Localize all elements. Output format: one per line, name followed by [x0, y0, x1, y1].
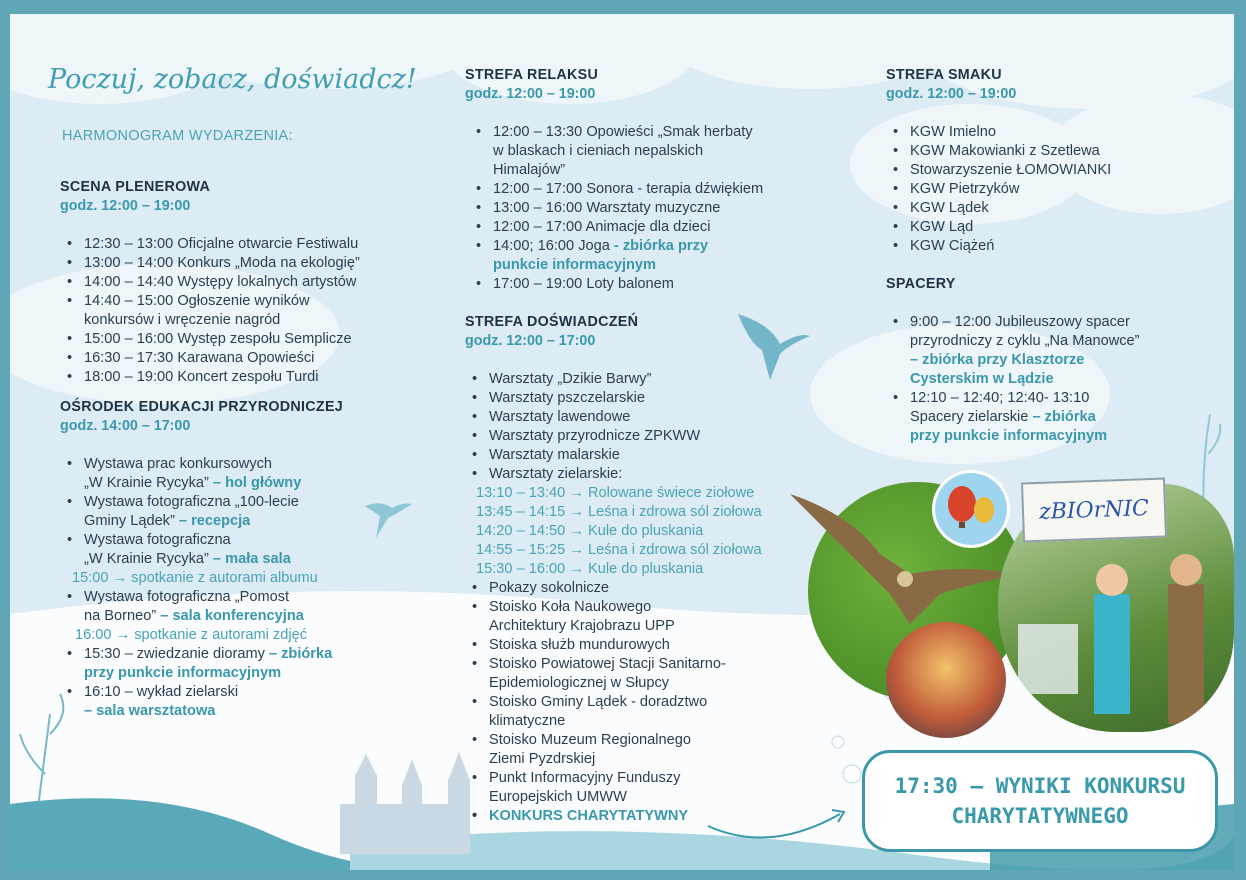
relaks-heading: STREFA RELAKSU — [465, 67, 599, 83]
item-text: konkursów i wręczenie nagród — [84, 312, 281, 328]
list-item — [465, 655, 815, 693]
smak-time: godz. 12:00 – 19:00 — [886, 86, 1017, 102]
item-text: 16:10 – wykład zielarski — [84, 684, 239, 700]
list-item: • 12:00 – 17:00 Sonora - terapia dźwiękiem — [469, 180, 815, 199]
osrodek-heading: OŚRODEK EDUKACJI PRZYRODNICZEJ — [60, 399, 344, 415]
item-location: – zbiórka — [1028, 409, 1096, 425]
list-item: • KGW Makowianki z Szetlewa — [886, 142, 1206, 161]
sub-item: 13:45 – 14:15 → Leśna i zdrowa sól ziołowa — [476, 504, 762, 520]
list-item: • KGW Lądek — [886, 199, 1206, 218]
osrodek-list — [60, 455, 440, 569]
doswiadczen-heading: STREFA DOŚWIADCZEŃ — [465, 314, 639, 330]
item-location: – recepcja — [174, 513, 251, 529]
list-item: • 16:30 – 17:30 Karawana Opowieści — [60, 349, 440, 368]
sub-item: 14:20 – 14:50 → Kule do pluskania — [476, 523, 704, 539]
results-badge — [862, 750, 1218, 852]
list-item: • Stoiska służb mundurowych — [465, 636, 815, 655]
spacery-list — [886, 313, 1206, 446]
item-text: „W Krainie Rycyka” — [84, 475, 209, 491]
scena-time: godz. 12:00 – 19:00 — [60, 198, 191, 214]
item-text: Europejskich UMWW — [489, 789, 627, 805]
item-text: Punkt Informacyjny Funduszy — [489, 770, 681, 786]
schedule-label: HARMONOGRAM WYDARZENIA: — [62, 128, 293, 144]
scena-heading: SCENA PLENEROWA — [60, 179, 211, 195]
list-item-charity: • KONKURS CHARYTATYWNY — [465, 807, 815, 826]
doswiadczen-list-2 — [465, 579, 815, 826]
item-location: przy punkcie informacyjnym — [910, 428, 1108, 444]
list-item: • Warsztaty „Dzikie Barwy” — [465, 370, 815, 389]
list-item: • Warsztaty przyrodnicze ZPKWW — [465, 427, 815, 446]
item-text: Gminy Lądek” — [84, 513, 175, 529]
list-item: • KGW Ciążeń — [886, 237, 1206, 256]
badge-line-2: CHARYTATYWNEGO — [951, 804, 1129, 828]
item-location: - zbiórka przy — [609, 238, 708, 254]
item-location: – hol główny — [208, 475, 302, 491]
list-item: • Warsztaty pszczelarskie — [465, 389, 815, 408]
list-item — [886, 313, 1206, 389]
list-item — [469, 237, 815, 275]
item-text: 14:40 – 15:00 Ogłoszenie wyników — [84, 293, 310, 309]
item-text: w blaskach i cieniach nepalskich — [493, 143, 704, 159]
osrodek-list-3 — [60, 645, 440, 721]
relaks-time: godz. 12:00 – 19:00 — [465, 86, 596, 102]
list-item — [465, 731, 815, 769]
balloons-photo — [932, 470, 1010, 548]
item-text: Stoisko Powiatowej Stacji Sanitarno- — [489, 656, 726, 672]
page-title: Poczuj, zobacz, doświadcz! — [48, 64, 417, 95]
badge-line-1: 17:30 – WYNIKI KONKURSU — [894, 774, 1186, 798]
item-text: Himalajów” — [493, 162, 566, 178]
item-text: Architektury Krajobrazu UPP — [489, 618, 675, 634]
list-item: • Warsztaty malarskie — [465, 446, 815, 465]
doswiadczen-list — [465, 370, 815, 484]
list-item — [886, 389, 1206, 446]
item-text: na Borneo” — [84, 608, 157, 624]
list-item — [60, 455, 440, 493]
item-text: „W Krainie Rycyka” — [84, 551, 209, 567]
sub-item: 14:55 – 15:25 → Leśna i zdrowa sól ziołowa — [476, 542, 762, 558]
item-location: – sala konferencyjna — [156, 608, 304, 624]
doswiadczen-time: godz. 12:00 – 17:00 — [465, 333, 596, 349]
sub-item: 16:00 → spotkanie z autorami zdjęć — [75, 627, 308, 643]
crowd-photo — [886, 622, 1006, 738]
list-item: • 17:00 – 19:00 Loty balonem — [469, 275, 815, 294]
item-location: – mała sala — [208, 551, 291, 567]
item-text: Stoisko Koła Naukowego — [489, 599, 652, 615]
list-item: • KGW Imielno — [886, 123, 1206, 142]
item-text: Wystawa fotograficzna „100-lecie — [84, 494, 299, 510]
item-location: punkcie informacyjnym — [493, 257, 657, 273]
item-text: Stoisko Gminy Lądek - doradztwo — [489, 694, 708, 710]
item-text: Spacery zielarskie — [910, 409, 1029, 425]
item-text: 14:00; 16:00 Joga — [493, 238, 610, 254]
list-item — [465, 693, 815, 731]
item-text: klimatyczne — [489, 713, 566, 729]
item-text: Wystawa fotograficzna „Pomost — [84, 589, 290, 605]
item-text: Ziemi Pyzdrskiej — [489, 751, 596, 767]
list-item: • 15:00 – 16:00 Występ zespołu Semplicze — [60, 330, 440, 349]
list-item — [60, 588, 440, 626]
item-text: 9:00 – 12:00 Jubileuszowy spacer — [910, 314, 1130, 330]
list-item — [469, 123, 815, 180]
item-text: przyrodniczy z cyklu „Na Manowce” — [910, 333, 1140, 349]
list-item — [60, 292, 440, 330]
list-item: • KGW Pietrzyków — [886, 180, 1206, 199]
list-item — [465, 598, 815, 636]
smak-list — [886, 123, 1206, 256]
osrodek-list-2 — [60, 588, 440, 626]
list-item — [60, 531, 440, 569]
item-location: Cysterskim w Lądzie — [910, 371, 1054, 387]
list-item: • Warsztaty zielarskie: — [465, 465, 815, 484]
item-text: 12:10 – 12:40; 12:40- 13:10 — [910, 390, 1090, 406]
list-item: • 18:00 – 19:00 Koncert zespołu Turdi — [60, 368, 440, 387]
column-right — [886, 66, 1206, 446]
list-item: • Pokazy sokolnicze — [465, 579, 815, 598]
list-item — [60, 493, 440, 531]
list-item: • Stowarzyszenie ŁOMOWIANKI — [886, 161, 1206, 180]
item-location: – zbiórka — [264, 646, 333, 662]
column-left — [60, 178, 440, 721]
relaks-list — [465, 123, 815, 294]
list-item: • 12:30 – 13:00 Oficjalne otwarcie Festiwalu — [60, 235, 440, 254]
list-item: • 13:00 – 16:00 Warsztaty muzyczne — [469, 199, 815, 218]
scena-list — [60, 235, 440, 387]
item-location: przy punkcie informacyjnym — [84, 665, 282, 681]
item-location: – zbiórka przy Klasztorze — [910, 352, 1085, 368]
smak-heading: STREFA SMAKU — [886, 67, 1002, 83]
sub-item: 15:30 – 16:00 → Kule do pluskania — [476, 561, 704, 577]
item-text: Wystawa fotograficzna — [84, 532, 231, 548]
item-text: Wystawa prac konkursowych — [84, 456, 273, 472]
list-item: • 12:00 – 17:00 Animacje dla dzieci — [469, 218, 815, 237]
item-text: Epidemiologicznej w Słupcy — [489, 675, 670, 691]
list-item: • 13:00 – 14:00 Konkurs „Moda na ekologię” — [60, 254, 440, 273]
item-text: Stoisko Muzeum Regionalnego — [489, 732, 691, 748]
column-middle — [465, 66, 815, 826]
list-item: • KGW Ląd — [886, 218, 1206, 237]
brochure-panel — [10, 14, 1234, 870]
list-item — [60, 683, 440, 721]
list-item — [60, 645, 440, 683]
item-location: – sala warsztatowa — [84, 703, 216, 719]
list-item: • Warsztaty lawendowe — [465, 408, 815, 427]
osrodek-time: godz. 14:00 – 17:00 — [60, 418, 191, 434]
item-text: 15:30 – zwiedzanie dioramy — [84, 646, 265, 662]
zbiornic-sign: zBIOrNIC — [1021, 478, 1167, 543]
list-item — [465, 769, 815, 807]
sub-item: 15:00 → spotkanie z autorami albumu — [72, 570, 318, 586]
spacery-heading: SPACERY — [886, 276, 956, 292]
item-text: 12:00 – 13:30 Opowieści „Smak herbaty — [493, 124, 753, 140]
list-item: • 14:00 – 14:40 Występy lokalnych artystów — [60, 273, 440, 292]
sub-item: 13:10 – 13:40 → Rolowane świece ziołowe — [476, 485, 755, 501]
